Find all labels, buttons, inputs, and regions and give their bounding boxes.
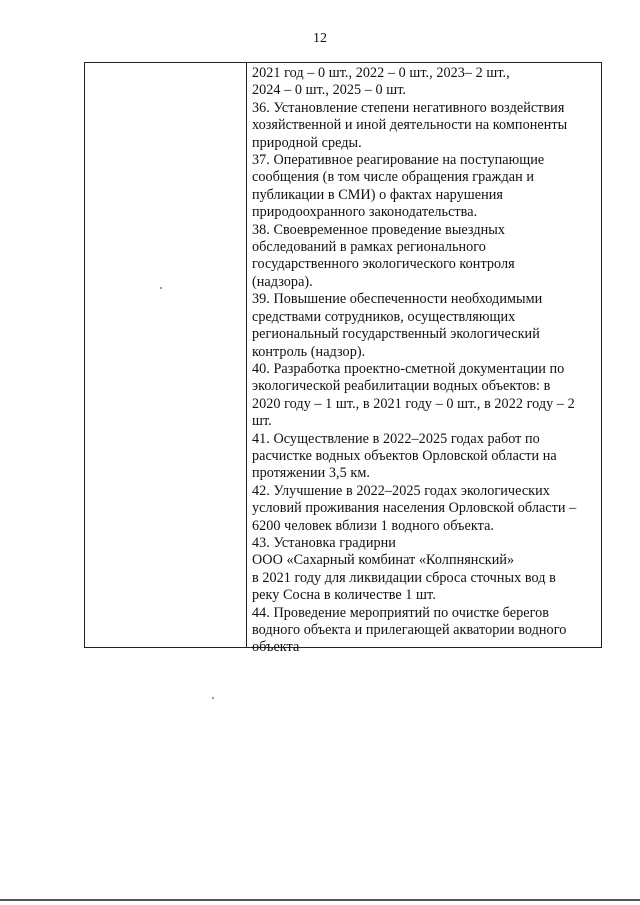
page-number: 12	[313, 31, 327, 46]
text-line: ООО «Сахарный комбинат «Колпнянский»	[252, 552, 515, 569]
text-line: природной среды.	[252, 134, 362, 151]
scan-bottom-edge	[0, 899, 640, 901]
text-line: 39. Повышение обеспеченности необходимыми	[252, 291, 543, 308]
text-line: 40. Разработка проектно-сметной документации по	[252, 360, 565, 377]
text-line: хозяйственной и иной деятельности на компоненты	[252, 117, 568, 134]
text-line: региональный государственный экологический	[252, 326, 540, 343]
text-line: 44. Проведение мероприятий по очистке берегов	[252, 604, 549, 621]
text-line: протяжении 3,5 км.	[252, 465, 370, 482]
text-line: 43. Установка градирни	[252, 534, 396, 551]
text-line: (надзора).	[252, 273, 313, 290]
text-line: 41. Осуществление в 2022–2025 годах работ по	[252, 430, 540, 447]
text-line: 2024 – 0 шт., 2025 – 0 шт.	[252, 82, 407, 99]
table-left-column	[85, 63, 247, 647]
text-line: водного объекта и прилегающей акватории водного	[252, 622, 567, 638]
text-line: публикации в СМИ) о фактах нарушения	[252, 186, 503, 203]
text-line: 38. Своевременное проведение выездных	[252, 221, 505, 238]
text-line: объекта	[252, 639, 300, 656]
text-line: шт.	[252, 413, 272, 430]
text-line: средствами сотрудников, осуществляющих	[252, 308, 516, 325]
text-line: реку Сосна в количестве 1 шт.	[252, 587, 436, 604]
table-right-column	[252, 65, 600, 656]
text-line: в 2021 году для ликвидации сброса сточных вод в	[252, 569, 556, 586]
text-line: 36. Установление степени негативного воздействия	[252, 99, 565, 116]
text-line: 2021 год – 0 шт., 2022 – 0 шт., 2023– 2 шт.,	[252, 65, 510, 81]
text-line: расчистке водных объектов Орловской области на	[252, 447, 557, 464]
text-line: 2020 году – 1 шт., в 2021 году – 0 шт., в 2022 году – 2	[252, 395, 575, 412]
text-line: контроль (надзор).	[252, 343, 366, 360]
text-line: экологической реабилитации водных объектов: в	[252, 378, 551, 395]
scan-speck	[212, 697, 214, 699]
text-line: природоохранного законодательства.	[252, 204, 478, 221]
text-line: сообщения (в том числе обращения граждан и	[252, 169, 535, 186]
scan-speck	[160, 287, 162, 289]
document-table	[84, 62, 602, 656]
text-line: 6200 человек вблизи 1 водного объекта.	[252, 517, 495, 534]
text-line: 42. Улучшение в 2022–2025 годах экологических	[252, 482, 550, 499]
text-line: 37. Оперативное реагирование на поступающие	[252, 152, 545, 169]
text-line: государственного экологического контроля	[252, 256, 515, 273]
text-line: условий проживания населения Орловской области –	[252, 500, 577, 517]
text-line: обследований в рамках регионального	[252, 239, 486, 256]
